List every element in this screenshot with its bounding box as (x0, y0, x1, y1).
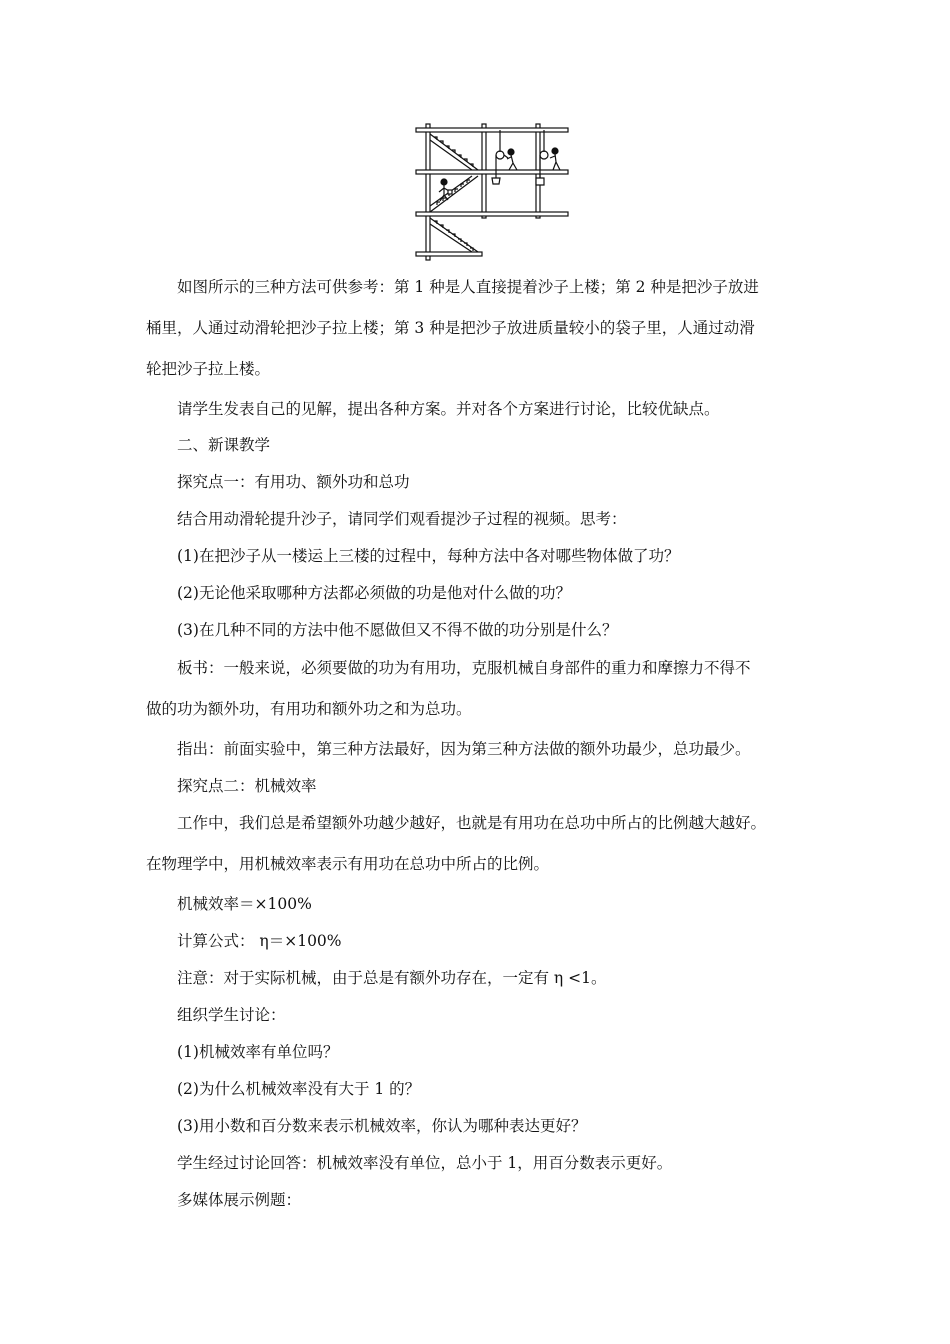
question-3: (3)在几种不同的方法中他不愿做但又不得不做的功分别是什么？ (177, 621, 618, 639)
paragraph-line-3: 轮把沙子拉上楼。 (146, 360, 271, 378)
building-stairs-pulley-figure-icon (412, 122, 570, 262)
paragraph-line-25: 多媒体展示例题： (177, 1191, 302, 1209)
paragraph-line-20: 组织学生讨论： (177, 1006, 286, 1024)
paragraph-line-11: 板书：一般来说，必须要做的功为有用功，克服机械自身部件的重力和摩擦力不得不 (177, 659, 751, 677)
formula-efficiency: 机械效率＝×100% (177, 895, 312, 913)
paragraph-line-2: 桶里，人通过动滑轮把沙子拉上楼；第 3 种是把沙子放进质量较小的袋子里，人通过动滑 (146, 319, 755, 337)
question-1: (1)在把沙子从一楼运上三楼的过程中，每种方法中各对哪些物体做了功？ (177, 547, 680, 565)
question-2: (2)无论他采取哪种方法都必须做的功是他对什么做的功？ (177, 584, 571, 602)
paragraph-line-12: 做的功为额外功，有用功和额外功之和为总功。 (146, 700, 472, 718)
paragraph-line-15: 工作中，我们总是希望额外功越少越好，也就是有用功在总功中所占的比例越大越好。 (177, 814, 767, 832)
formula-calculation: 计算公式： η＝×100% (177, 932, 342, 950)
paragraph-line-4: 请学生发表自己的见解，提出各种方案。并对各个方案进行讨论，比较优缺点。 (177, 400, 720, 418)
discussion-question-3: (3)用小数和百分数来表示机械效率，你认为哪种表达更好？ (177, 1117, 587, 1135)
note-line: 注意：对于实际机械，由于总是有额外功存在，一定有 η <1。 (177, 969, 607, 987)
subheading-inquiry-2: 探究点二：机械效率 (177, 777, 317, 795)
subheading-inquiry-1: 探究点一：有用功、额外功和总功 (177, 473, 410, 491)
paragraph-line-13: 指出：前面实验中，第三种方法最好，因为第三种方法做的额外功最少，总功最少。 (177, 740, 751, 758)
discussion-question-1: (1)机械效率有单位吗？ (177, 1043, 339, 1061)
student-answer-line: 学生经过讨论回答：机械效率没有单位，总小于 1，用百分数表示更好。 (177, 1154, 673, 1172)
paragraph-line-1: 如图所示的三种方法可供参考：第 1 种是人直接提着沙子上楼；第 2 种是把沙子放进 (177, 278, 759, 296)
paragraph-line-16: 在物理学中，用机械效率表示有用功在总功中所占的比例。 (146, 855, 550, 873)
paragraph-line-7: 结合用动滑轮提升沙子，请同学们观看提沙子过程的视频。思考： (177, 510, 627, 528)
discussion-question-2: (2)为什么机械效率没有大于 1 的？ (177, 1080, 421, 1098)
section-heading-new-lesson: 二、新课教学 (177, 436, 271, 454)
